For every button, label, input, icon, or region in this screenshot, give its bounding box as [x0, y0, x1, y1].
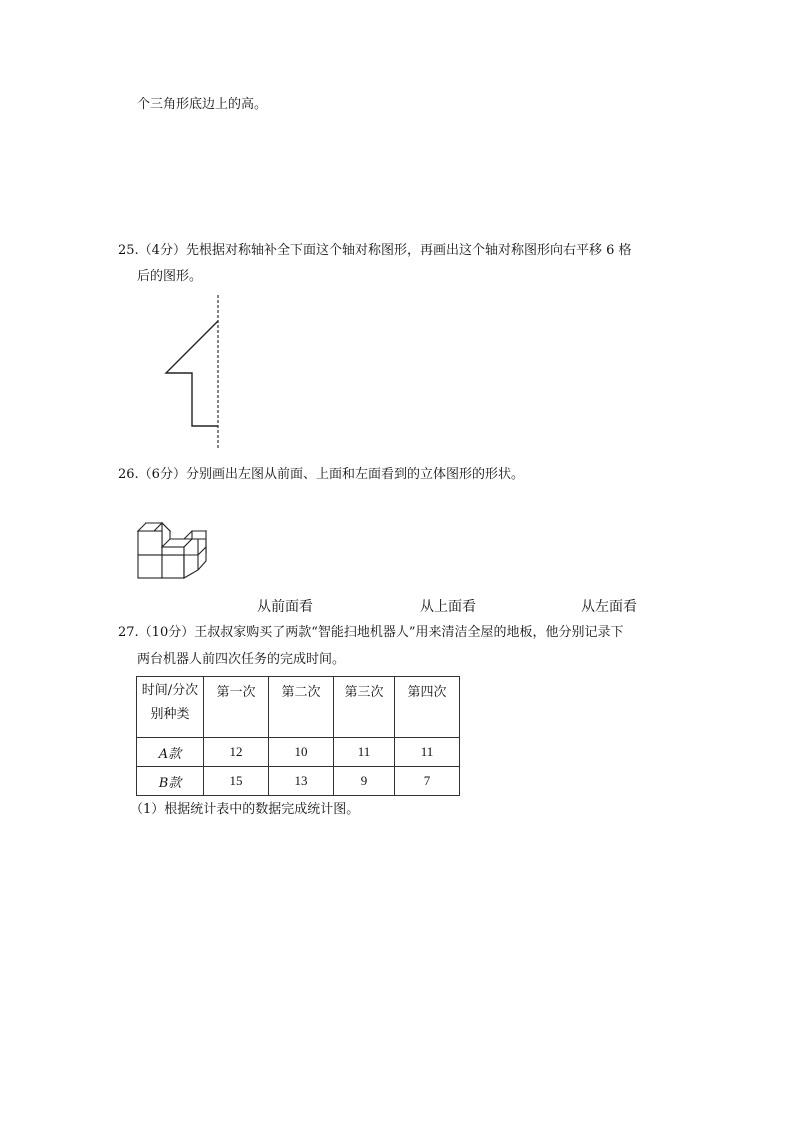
q27-stem-line1: 27.（10分）王叔叔家购买了两款“智能扫地机器人”用来清洁全屋的地板，他分别记录下	[118, 625, 624, 640]
q25-stem-line1: 25.（4分）先根据对称轴补全下面这个轴对称图形，再画出这个轴对称图形向右平移 6 格	[118, 243, 632, 258]
header-cell: 第一次	[204, 677, 269, 738]
table-cell: 12	[204, 738, 269, 767]
corner-bottom-text: 别种类	[150, 707, 190, 722]
q26-stem: 26.（6分）分别画出左图从前面、上面和左面看到的立体图形的形状。	[118, 467, 524, 482]
header-cell: 第三次	[334, 677, 395, 738]
table-row	[137, 767, 460, 796]
table-header-row	[137, 677, 460, 738]
table-cell: 11	[395, 738, 460, 767]
q24-continuation: 个三角形底边上的高。	[137, 97, 268, 112]
table-cell: 7	[395, 767, 460, 796]
view-left-label: 从左面看	[581, 599, 637, 615]
view-front-label: 从前面看	[257, 599, 313, 615]
table-row	[137, 738, 460, 767]
table-cell: 10	[269, 738, 334, 767]
row-label: A款	[137, 738, 204, 767]
header-cell: 第四次	[395, 677, 460, 738]
q25-stem-line2: 后的图形。	[137, 269, 203, 284]
table-cell: 11	[334, 738, 395, 767]
row-label: B款	[137, 767, 204, 796]
corner-top-text: 时间/分次	[141, 683, 199, 698]
q27-sub1: （1）根据统计表中的数据完成统计图。	[130, 802, 360, 817]
table-cell: 9	[334, 767, 395, 796]
header-cell: 第二次	[269, 677, 334, 738]
view-top-label: 从上面看	[420, 599, 476, 615]
table-corner-cell	[137, 677, 204, 738]
q27-stem-line2: 两台机器人前四次任务的完成时间。	[137, 652, 346, 667]
stat-table	[136, 676, 460, 796]
table-cell: 15	[204, 767, 269, 796]
table-cell: 13	[269, 767, 334, 796]
